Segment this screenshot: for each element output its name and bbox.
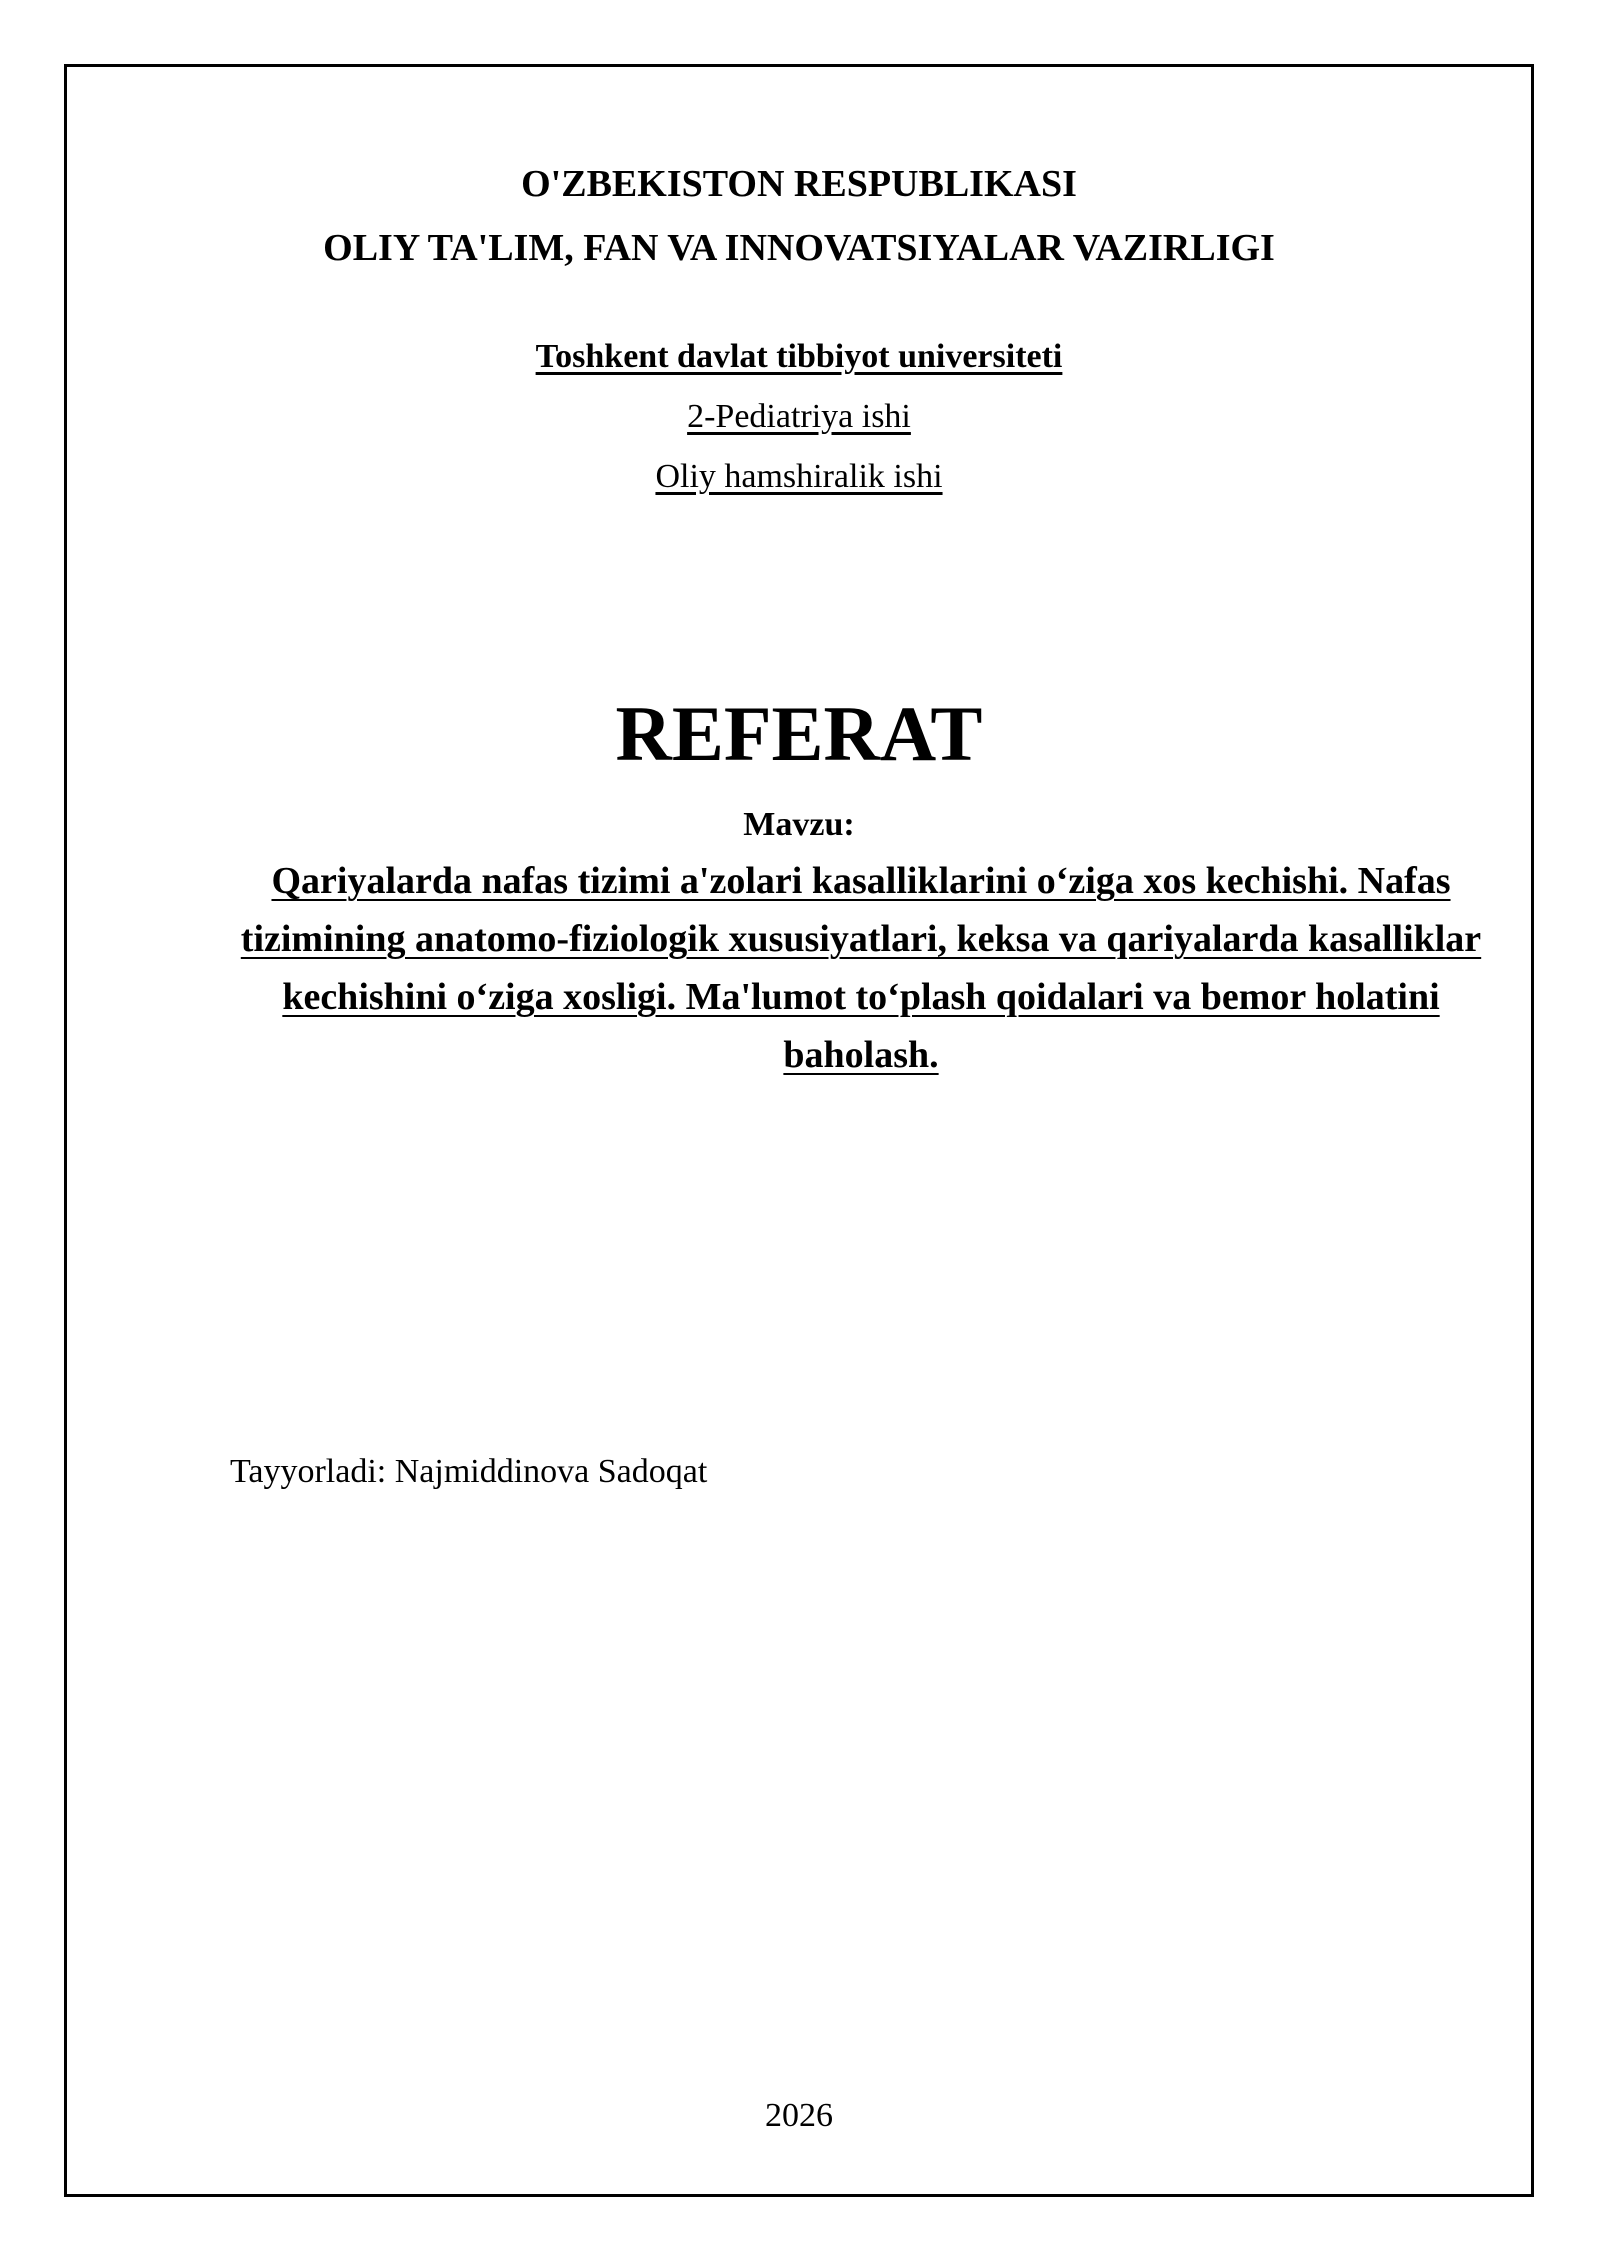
university-name: Toshkent davlat tibbiyot universiteti xyxy=(535,338,1063,375)
topic-text-block xyxy=(230,852,1492,1084)
ministry-heading: OLIY TA'LIM, FAN VA INNOVATSIYALAR VAZIRLIGI xyxy=(323,227,1275,269)
country-heading: O'ZBEKISTON RESPUBLIKASI xyxy=(521,163,1077,205)
specialty-name: Oliy hamshiralik ishi xyxy=(655,458,943,495)
document-type-title: REFERAT xyxy=(615,690,983,777)
year-label: 2026 xyxy=(765,2097,833,2134)
author-line: Tayyorladi: Najmiddinova Sadoqat xyxy=(230,1453,708,1490)
topic-label: Mavzu: xyxy=(743,806,855,843)
topic-text: Qariyalarda nafas tizimi a'zolari kasalliklarini o‘ziga xos kechishi. Nafas tizimining anatomo-fiziologik xususiyatlari, keksa va qariyalarda kasalliklar kechishini o‘ziga xosligi. Ma'lumot to‘plash qoidalari va bemor holatini baholash. xyxy=(240,860,1482,1076)
header-block xyxy=(64,152,1534,280)
institution-block xyxy=(64,327,1534,507)
faculty-name: 2-Pediatriya ishi xyxy=(687,398,911,435)
